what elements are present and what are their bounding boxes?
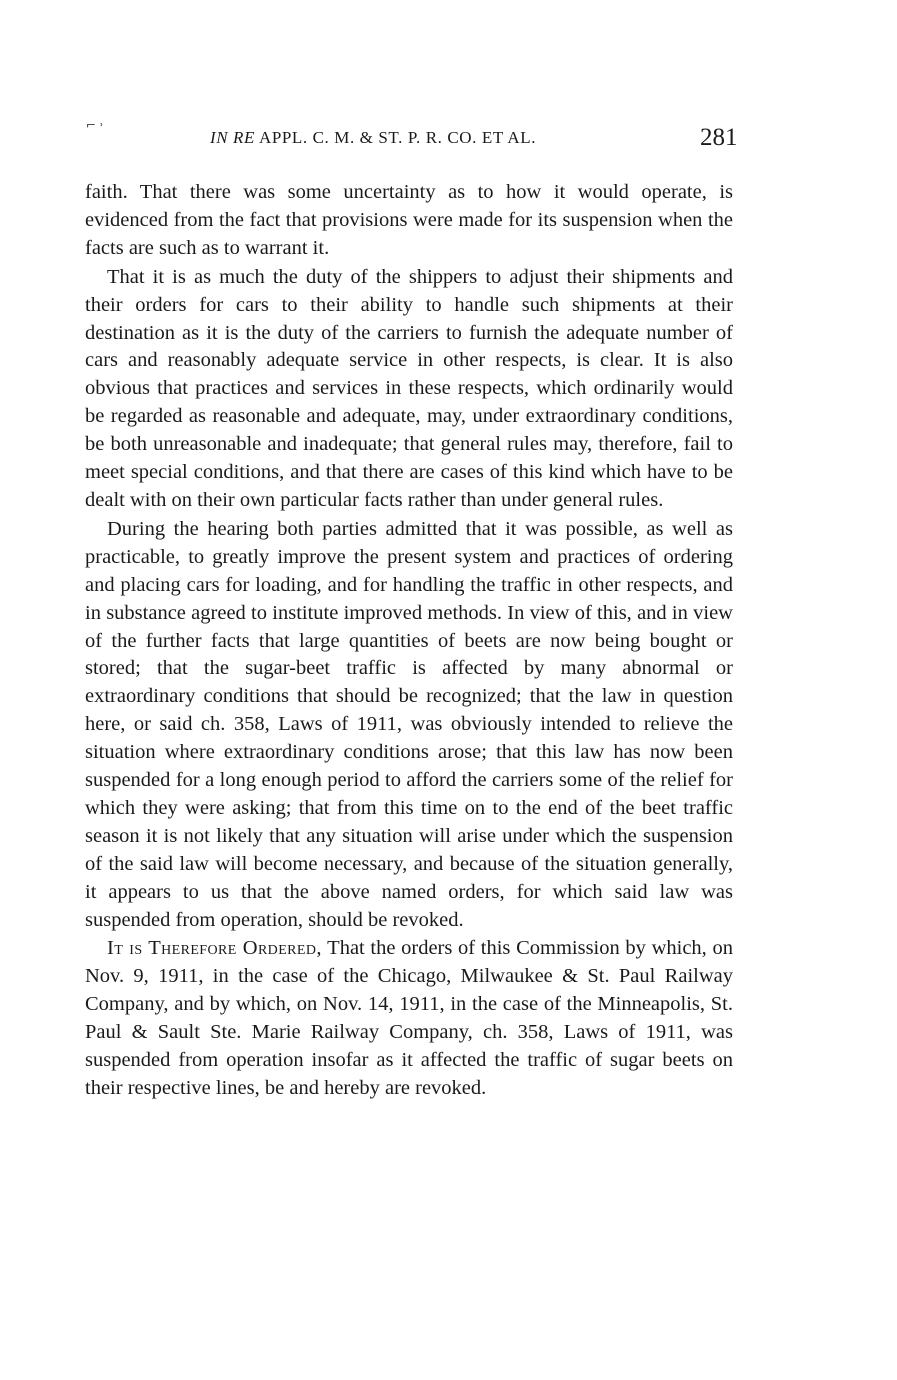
- running-head-italic: IN RE: [210, 128, 256, 147]
- scan-mark: ⌐ ˒: [86, 118, 104, 132]
- order-lead: It is Therefore Ordered,: [107, 937, 322, 960]
- paragraph-continued: faith. That there was some uncertainty as to how it would operate, is evidenced from the fact that provisions were made for its suspension when the facts are such as to warrant it.: [85, 181, 733, 259]
- running-head: [210, 128, 620, 148]
- page-number: 281: [700, 124, 738, 151]
- running-head-title: APPL. C. M. & ST. P. R. CO. ET AL.: [255, 128, 537, 147]
- paragraph-order: [85, 935, 733, 1102]
- body-text: [85, 179, 733, 1103]
- paragraph-shippers-duty: That it is as much the duty of the shippers to adjust their shipments and their orders for cars to their ability to handle such shipments at their destination as it is the duty of the carriers to furnish the adequate number of cars and reasonably adequate service in other respects, is clear. It is also obvious that practices and services in these respects, which ordinarily would be regarded as reasonable and adequate, may, under extraordinary conditions, be both unreasonable and inadequate; that general rules may, therefore, fail to meet special conditions, and that there are cases of this kind which have to be dealt with on their own particular facts rather than under general rules.: [85, 265, 733, 511]
- paragraph-hearing: During the hearing both parties admitted that it was possible, as well as practicable, to greatly improve the present system and practices of ordering and placing cars for loading, and for handling the traffic in other respects, and in substance agreed to institute improved methods. In view of this, and in view of the further facts that large quantities of beets are now being bought or stored; that the sugar-beet traffic is affected by many abnormal or extraordinary conditions that should be recognized; that the law in question here, or said ch. 358, Laws of 1911, was obviously intended to relieve the situation where extraordinary conditions arose; that this law has now been suspended for a long enough period to afford the carriers some of the relief for which they were asking; that from this time on to the end of the beet traffic season it is not likely that any situation will arise under which the suspension of the said law will become necessary, and because of the situation generally, it appears to us that the above named orders, for which said law was suspended from operation, should be revoked.: [85, 517, 733, 931]
- order-text: That the orders of this Commission by which, on Nov. 9, 1911, in the case of the Chicago, Milwaukee & St. Paul Railway Company, and by which, on Nov. 14, 1911, in the case of the Minneapolis, St. Paul & Sault Ste. Marie Railway Company, ch. 358, Laws of 1911, was suspended from operation insofar as it affected the traffic of sugar beets on their respective lines, be and hereby are revoked.: [85, 937, 733, 1099]
